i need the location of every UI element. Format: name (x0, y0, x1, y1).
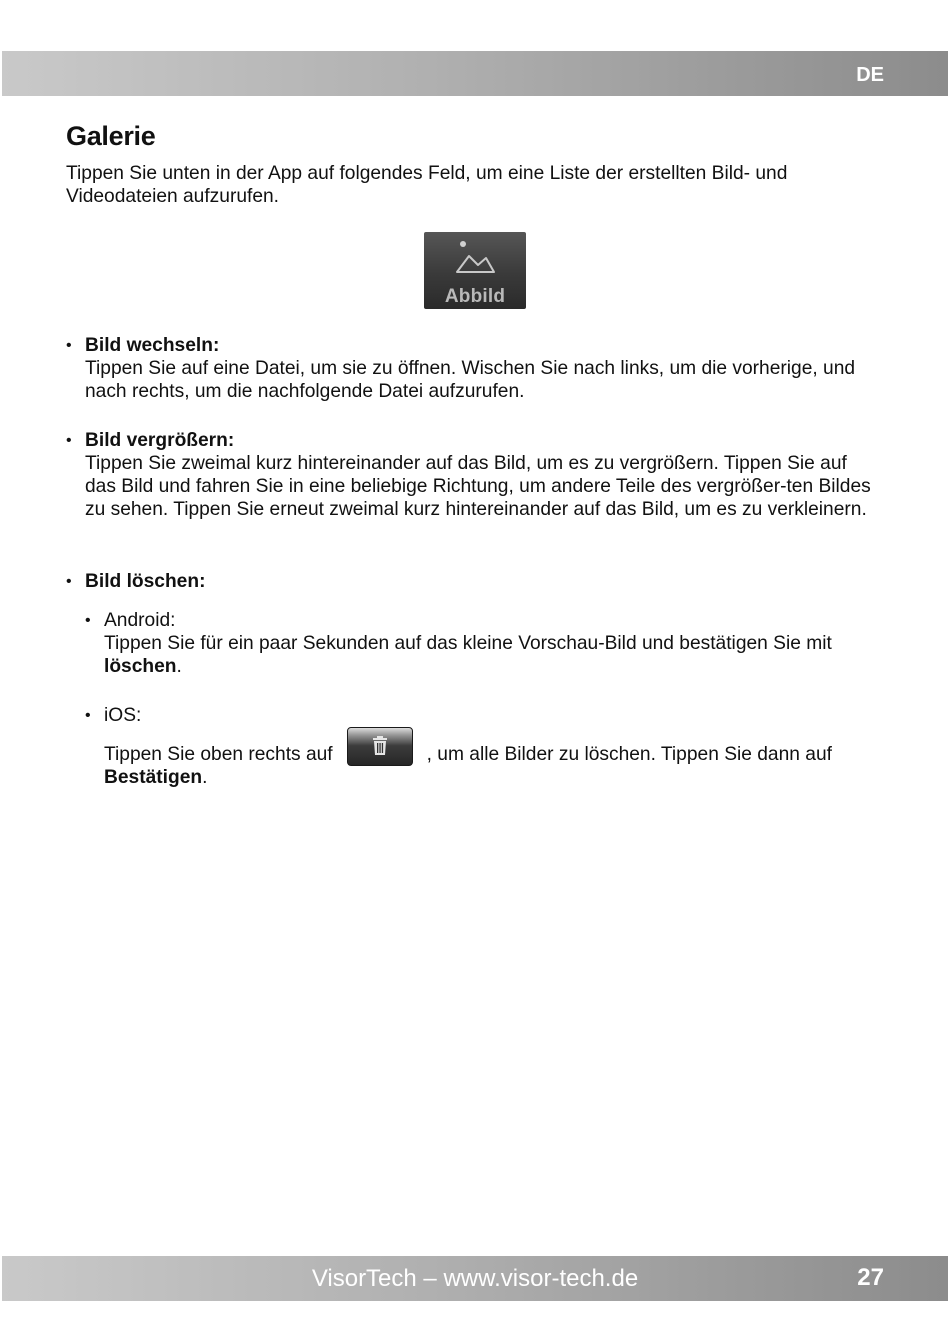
platform-instructions (104, 632, 885, 678)
platform-label: Android: (104, 610, 176, 631)
sub-item-ios (85, 704, 885, 789)
section-heading: Bild wechseln: (85, 335, 220, 356)
bullet-dot: • (66, 573, 72, 590)
footer-bar (2, 1256, 948, 1301)
bullet-dot: • (66, 432, 72, 449)
section-bild-loeschen (66, 570, 886, 593)
abbild-button-image (424, 232, 526, 309)
section-heading: Bild vergrößern: (85, 430, 235, 451)
footer-text: VisorTech – www.visor-tech.de (311, 1265, 639, 1292)
bullet-dot: • (85, 612, 91, 629)
page-number: 27 (857, 1264, 884, 1291)
instruction-end: . (176, 656, 182, 677)
instruction-text: Tippen Sie für ein paar Sekunden auf das kleine Vorschau-Bild und bestätigen Sie mit (104, 633, 832, 654)
image-icon (424, 232, 526, 282)
instruction-text-after: , um alle Bilder zu löschen. Tippen Sie dann auf (426, 744, 832, 765)
intro-paragraph: Tippen Sie unten in der App auf folgendes Feld, um eine Liste der erstellten Bild- und Videodateien aufzurufen. (66, 163, 788, 207)
section-body: Tippen Sie auf eine Datei, um sie zu öffnen. Wischen Sie nach links, um die vorherige, und nach rechts, um die nachfolgende Datei aufzurufen. (85, 358, 856, 402)
page-title: Galerie (66, 121, 156, 151)
trash-button-image (347, 727, 413, 766)
header-bar (2, 51, 948, 96)
bullet-dot: • (85, 707, 91, 724)
instruction-text-before: Tippen Sie oben rechts auf (104, 744, 333, 765)
instruction-bold: Bestätigen (104, 767, 203, 788)
instruction-bold: löschen (104, 656, 177, 677)
platform-label: iOS: (104, 705, 142, 726)
sub-item-android (85, 609, 885, 678)
language-code: DE (856, 64, 884, 86)
abbild-label: Abbild (444, 286, 506, 307)
platform-instructions (104, 727, 885, 789)
section-bild-vergroessern (66, 429, 886, 521)
bullet-dot: • (66, 337, 72, 354)
section-bild-wechseln (66, 334, 886, 403)
instruction-end: . (202, 767, 208, 788)
section-body: Tippen Sie zweimal kurz hintereinander auf das Bild, um es zu vergrößern. Tippen Sie auf das Bild und fahren Sie in eine beliebige Richtung, um andere Teile des vergrößer-ten Bildes zu sehen. Tippen Sie erneut zweimal kurz hintereinander auf das Bild, um es zu verkleinern. (85, 453, 871, 520)
trash-icon (372, 736, 388, 755)
section-heading: Bild löschen: (85, 571, 206, 592)
